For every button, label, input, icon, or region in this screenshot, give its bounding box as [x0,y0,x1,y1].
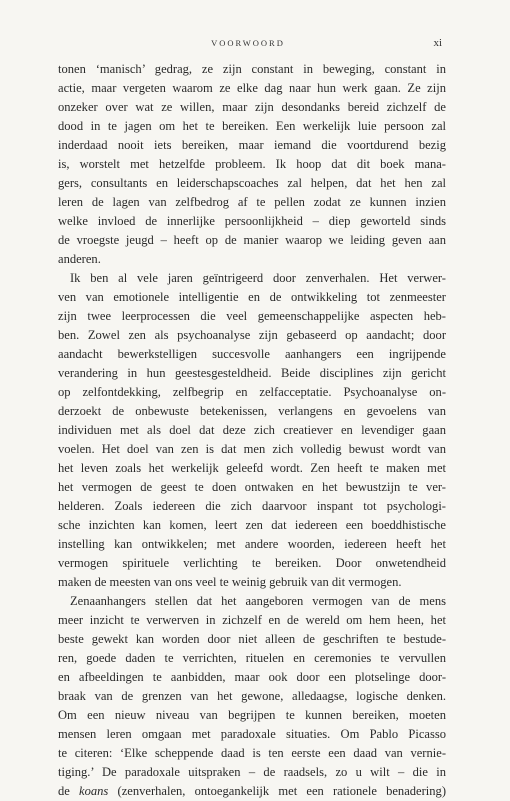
text-line: maken de meesten van ons veel te weinig gebruik van dit vermogen. [58,575,402,589]
text-line: instelling kan ontwikkelen; met andere woorden, iedereen heeft het [58,537,446,551]
text-line: Zenaanhangers stellen dat het aangeboren vermogen van de mens [70,594,446,608]
text-line: individuen met als doel dat deze zich creatiever en levendiger gaan [58,423,446,437]
text-line: en afbeeldingen te aanbidden, maar ook door een plotselinge door- [58,670,446,684]
text-line: te citeren: ‘Elke scheppende daad is ten eerste een daad van vernie- [58,746,446,760]
text-line: gers, consultants en leiderschapscoaches zal helpen, dat het hen zal [58,176,446,190]
text-line: derzoekt de onbewuste betekenissen, verlangens en gevoelens van [58,404,446,418]
text-line: verandering in hun geestesgesteldheid. Beide disciplines zijn gericht [58,366,446,380]
running-head [58,37,442,54]
text-segment: (zenverhalen, ontoegankelijk met een rationele benadering) [108,784,446,798]
text-line: leren de lagen van zelfbedrog af te pellen zodat ze kunnen inzien [58,195,446,209]
text-line: het vermogen de geest te doen ontwaken en het bewustzijn te ver- [58,480,446,494]
text-line: het leven zoals het werkelijk geleefd wordt. Zen heeft te maken met [58,461,446,475]
text-line: ren, goede daden te verrichten, rituelen en ceremonies te vervullen [58,651,446,665]
text-line-final [58,782,446,801]
text-line: voelen. Het doel van zen is dat men zich volledig bewust wordt van [58,442,446,456]
text-line: sche inzichten kan komen, leert zen dat iedereen een boeddhistische [58,518,446,532]
text-line: tiging.’ De paradoxale uitspraken – de raadsels, zo u wilt – die in [58,765,446,779]
text-line: inderdaad nooit iets bereiken, maar iemand die voortdurend bezig [58,138,446,152]
body-text [58,60,446,801]
text-line: welke invloed de innerlijke persoonlijkheid – diep geworteld sinds [58,214,446,228]
text-line: Ik ben al vele jaren geïntrigeerd door zenverhalen. Het verwer- [70,271,446,285]
text-line: is, worstelt met hetzelfde probleem. Ik hoop dat dit boek mana- [58,157,446,171]
text-line: dood in te jagen om het te bereiken. Een werkelijk luie persoon zal [58,119,446,133]
text-line: zijn twee leerprocessen die veel gemeenschappelijke aspecten heb- [58,309,446,323]
text-line: helderen. Zoals iedereen die zich daarvoor inspant tot psychologi- [58,499,446,513]
text-segment: de [58,784,80,798]
text-line: de vroegste jeugd – heeft op de manier waarop we leiding geven aan [58,233,446,247]
text-line: beste gewekt kan worden door niet alleen de geschriften te bestude- [58,632,446,646]
text-line: anderen. [58,252,101,266]
italic-term-koans: koans [79,784,109,798]
text-line: onzeker over wat ze willen, maar zijn desondanks bereid zichzelf de [58,100,446,114]
text-line: vermogen spirituele verlichting te bereiken. Door onwetendheid [58,556,446,570]
text-line: Om een nieuw niveau van begrijpen te kunnen bereiken, moeten [58,708,446,722]
text-line: mensen leren omgaan met paradoxale situaties. Om Pablo Picasso [58,727,446,741]
text-line: meer inzicht te verwerven in zichzelf en de wereld om hem heen, het [58,613,446,627]
running-title: VOORWOORD [211,38,285,48]
page-number: xi [433,37,442,49]
text-line: tonen ‘manisch’ gedrag, ze zijn constant in beweging, constant in [58,62,446,76]
text-line: ven van emotionele intelligentie en de ontwikkeling tot zenmeester [58,290,446,304]
text-line: op zelfontdekking, zelfbegrip en zelfacceptatie. Psychoanalyse on- [58,385,446,399]
text-line: actie, maar vergeten waarom ze elke dag naar hun werk gaan. Ze zijn [58,81,446,95]
text-line: aandacht bewerkstelligen succesvolle aanhangers een ingrijpende [58,347,446,361]
text-line: ben. Zowel zen als psychoanalyse zijn gebaseerd op aandacht; door [58,328,446,342]
text-line: braak van de grenzen van het gewone, alledaagse, logische denken. [58,689,446,703]
